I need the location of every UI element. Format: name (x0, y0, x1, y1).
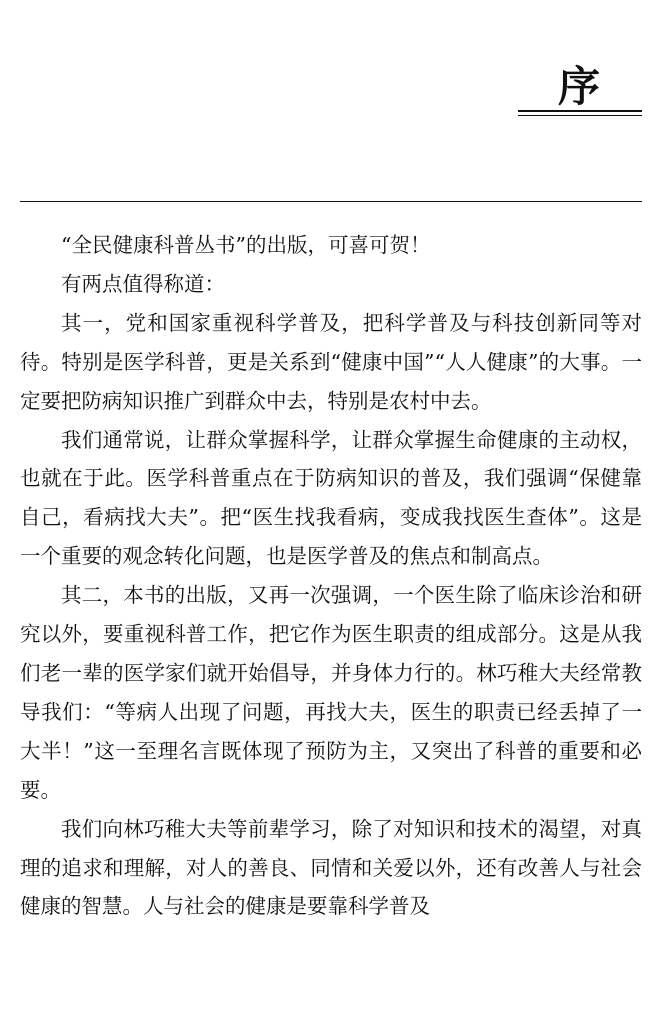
heading-underline-thin (518, 115, 642, 116)
paragraph: 有两点值得称道： (61, 271, 225, 296)
body-text (20, 226, 642, 926)
heading-underline-thick (518, 110, 642, 112)
paragraph: 我们通常说，让群众掌握科学，让群众掌握生命健康的主动权，也就在于此。医学科普重点在于防病知识的普及，我们强调“保健靠自己，看病找大夫”。把“医生找我看病，变成我找医生查体”。这是一个重要的观念转化问题，也是医学普及的焦点和制高点。 (20, 427, 642, 569)
heading-block (518, 62, 642, 118)
paragraph: 我们向林巧稚大夫等前辈学习，除了对知识和技术的渴望，对真理的追求和理解，对人的善良、同情和关爱以外，还有改善人与社会健康的智慧。人与社会的健康是要靠科学普及 (20, 816, 642, 919)
paragraph: 其一，党和国家重视科学普及，把科学普及与科技创新同等对待。特别是医学科普，更是关系到“健康中国”“人人健康”的大事。一定要把防病知识推广到群众中去，特别是农村中去。 (20, 310, 642, 413)
paragraph: “全民健康科普丛书”的出版，可喜可贺！ (61, 233, 431, 257)
section-divider (20, 201, 642, 202)
page-heading: 序 (557, 62, 600, 111)
paragraph: 其二，本书的出版，又再一次强调，一个医生除了临床诊治和研究以外，要重视科普工作，把它作为医生职责的组成部分。这是从我们老一辈的医学家们就开始倡导，并身体力行的。林巧稚大夫经常教导我们：“等病人出现了问题，再找大夫，医生的职责已经丢掉了一大半！”这一至理名言既体现了预防为主，又突出了科普的重要和必要。 (20, 583, 642, 802)
